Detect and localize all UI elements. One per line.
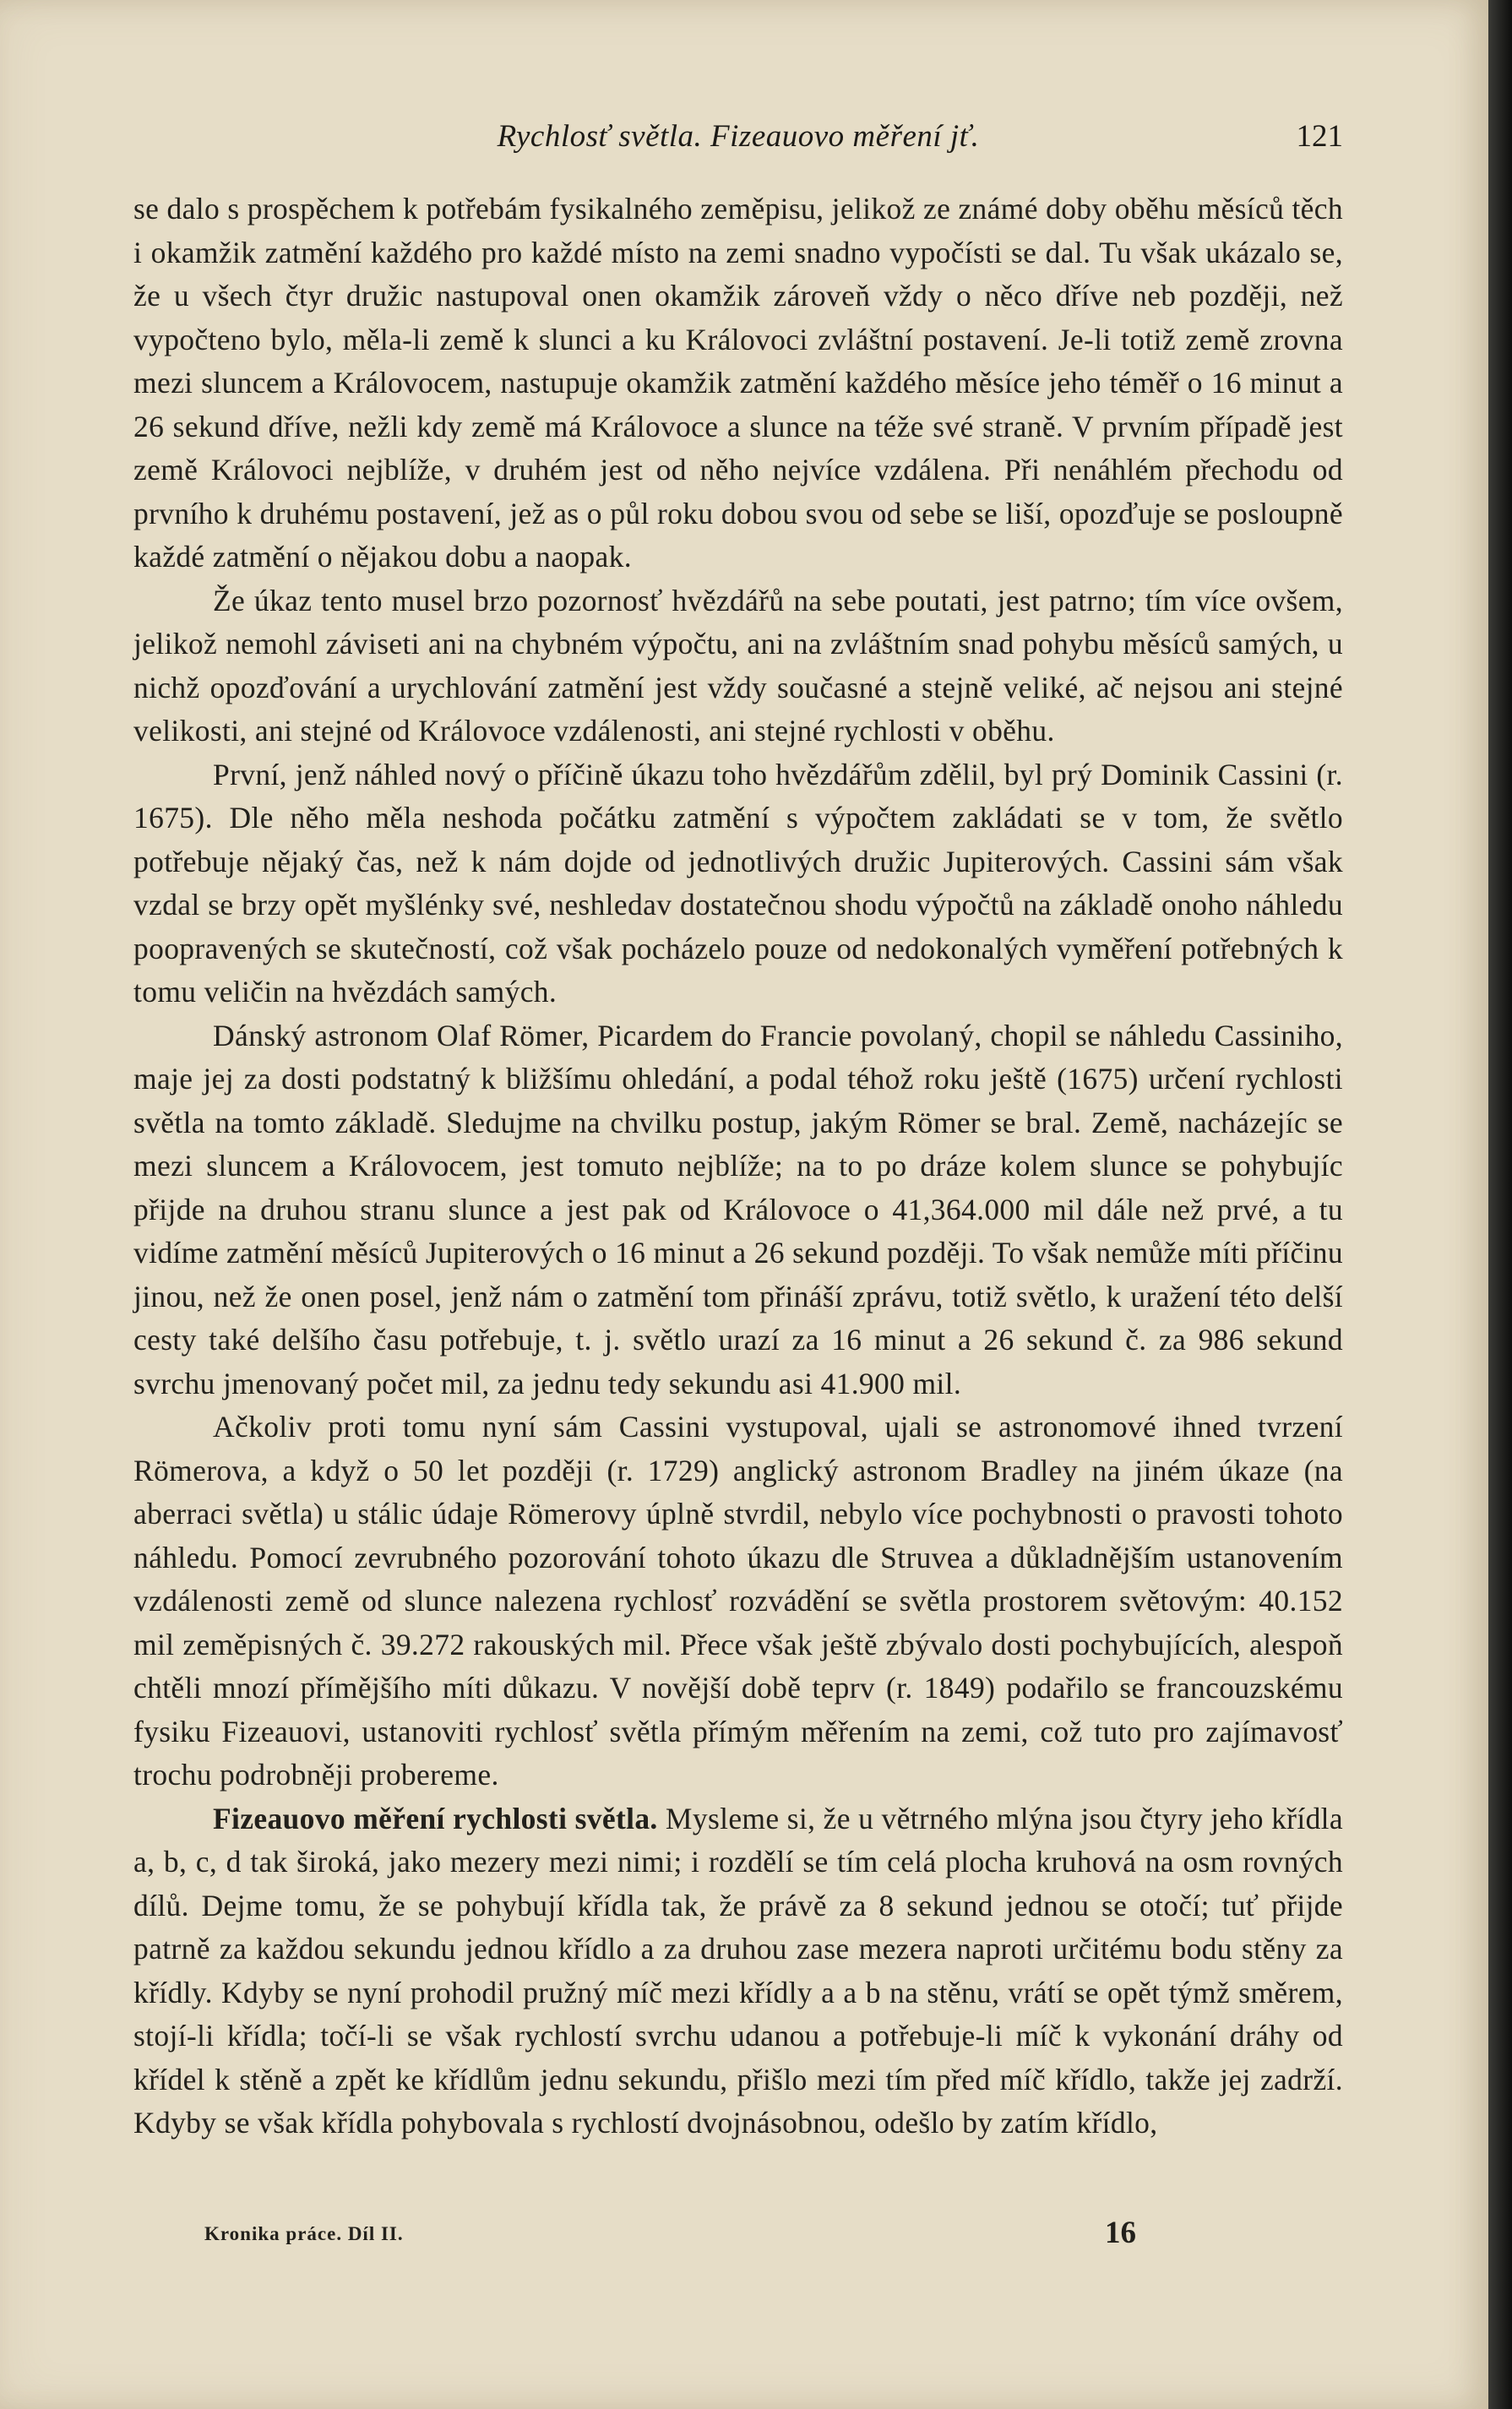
paragraph-3: První, jenž náhled nový o příčině úkazu toho hvězdářům zdělil, byl prý Dominik Cassini (r. 1675). Dle něho měla neshoda počátku zatmění s výpočtem zakládati se v tom, že světlo potřebuje nějaký čas, než k nám dojde od jednotlivých družic Jupiterových. Cassini sám však vzdal se brzy opět myšlénky své, neshledav dostatečnou shodu výpočtů na základě onoho náhledu poopravených se skutečností, což však pocházelo pouze od nedokonalých vyměření potřebných k tomu veličin na hvězdách samých. bbox=[133, 757, 1343, 1009]
body-text bbox=[133, 188, 1343, 2145]
page-header bbox=[133, 118, 1343, 169]
paragraph-4: Dánský astronom Olaf Römer, Picardem do Francie povolaný, chopil se náhledu Cassiniho, maje jej za dosti podstatný k bližšímu ohledání, a podal téhož roku ještě (1675) určení rychlosti světla na tomto základě. Sledujme na chvilku postup, jakým Römer se bral. Země, nacházejíc se mezi sluncem a Královocem, jest tomuto nejblíže; na to po dráze kolem slunce se pohybujíc přijde na druhou stranu slunce a jest pak od Královoce o 41,364.000 mil dále než prvé, a tu vidíme zatmění měsíců Jupiterových o 16 minut a 26 sekund později. To však nemůže míti příčinu jinou, než že onen posel, jenž nám o zatmění tom přináší zprávu, totiž světlo, k uražení této delší cesty také delšího času potřebuje, t. j. světlo urazí za 16 minut a 26 sekund č. za 986 sekund svrchu jmenovaný počet mil, za jednu tedy sekundu asi 41.900 mil. bbox=[133, 1018, 1343, 1400]
paragraph-2: Že úkaz tento musel brzo pozornosť hvězdářů na sebe poutati, jest patrno; tím více ovšem, jelikož nemohl záviseti ani na chybném výpočtu, ani na zvláštním snad pohybu měsíců samých, u nichž opozďování a urychlování zatmění jest vždy současné a stejně veliké, ač nejsou ani stejné velikosti, ani stejné od Královoce vzdálenosti, ani stejné rychlosti v oběhu. bbox=[133, 583, 1343, 748]
page-number: 121 bbox=[1296, 119, 1343, 154]
paragraph-1: se dalo s prospěchem k potřebám fysikalného zeměpisu, jelikož ze známé doby oběhu měsíců těch i okamžik zatmění každého pro každé místo na zemi snadno vypočísti se dal. Tu však ukázalo se, že u všech čtyr družic nastupoval onen okamžik zároveň vždy o něco dříve neb později, než vypočteno bylo, měla-li země k slunci a ku Královoci zvláštní postavení. Je-li totiž země zrovna mezi sluncem a Královocem, nastupuje okamžik zatmění každého měsíce jeho téměř o 16 minut a 26 sekund dříve, nežli kdy země má Královoce a slunce na téže své straně. V prvním případě jest země Královoci nejblíže, v druhém jest od něho nejvíce vzdálena. Při nenáhlém přechodu od prvního k druhému postavení, jež as o půl roku dobou svou od sebe se liší, opozďuje se posloupně každé zatmění o nějakou dobu a naopak. bbox=[133, 192, 1343, 574]
page-footer bbox=[133, 2215, 1343, 2257]
running-title: Rychlosť světla. Fizeauovo měření jť. bbox=[497, 119, 980, 154]
signature-number: 16 bbox=[1105, 2216, 1136, 2250]
paragraph-6 bbox=[133, 1797, 1343, 2145]
paragraph-6-text: Mysleme si, že u větrného mlýna jsou čtyry jeho křídla a, b, c, d tak široká, jako mezery mezi nimi; i rozdělí se tím celá plocha kruhová na osm rovných dílů. Dejme tomu, že se pohybují křídla tak, že právě za 8 sekund jednou se otočí; tuť přijde patrně za každou sekundu jednou křídlo a za druhou zase mezera naproti určitému bodu stěny za křídly. Kdyby se nyní prohodil pružný míč mezi křídly a a b na stěnu, vrátí se opět týmž směrem, stojí-li křídla; točí-li se však rychlostí svrchu udanou a potřebuje-li míč k vykonání dráhy od křídel k stěně a zpět ke křídlům jednu sekundu, přišlo mezi tím před míč křídlo, takže jej zadrží. Kdyby se však křídla pohybovala s rychlostí dvojnásobnou, odešlo by zatím křídlo, bbox=[133, 1801, 1343, 2140]
paragraph-5: Ačkoliv proti tomu nyní sám Cassini vystupoval, ujali se astronomové ihned tvrzení Römerova, a když o 50 let později (r. 1729) anglický astronom Bradley na jiném úkaze (na aberraci světla) u stálic údaje Römerovy úplně stvrdil, nebylo více pochybnosti o pravosti tohoto náhledu. Pomocí zevrubného pozorování tohoto úkazu dle Struvea a důkladnějším ustanovením vzdálenosti země od slunce nalezena rychlosť rozvádění se světla prostorem světovým: 40.152 mil zeměpisných č. 39.272 rakouských mil. Přece však ještě zbývalo dosti pochybujících, alespoň chtěli mnozí přímějšího míti důkazu. V novější době teprv (r. 1849) podařilo se francouzskému fysiku Fizeauovi, ustanoviti rychlosť světla přímým měřením na zemi, což tuto pro zajímavosť trochu podrobněji probereme. bbox=[133, 1410, 1343, 1792]
book-spine-edge bbox=[1488, 0, 1512, 2409]
section-heading: Fizeauovo měření rychlosti světla. bbox=[213, 1801, 658, 1835]
footer-note: Kronika práce. Díl II. bbox=[204, 2223, 404, 2244]
